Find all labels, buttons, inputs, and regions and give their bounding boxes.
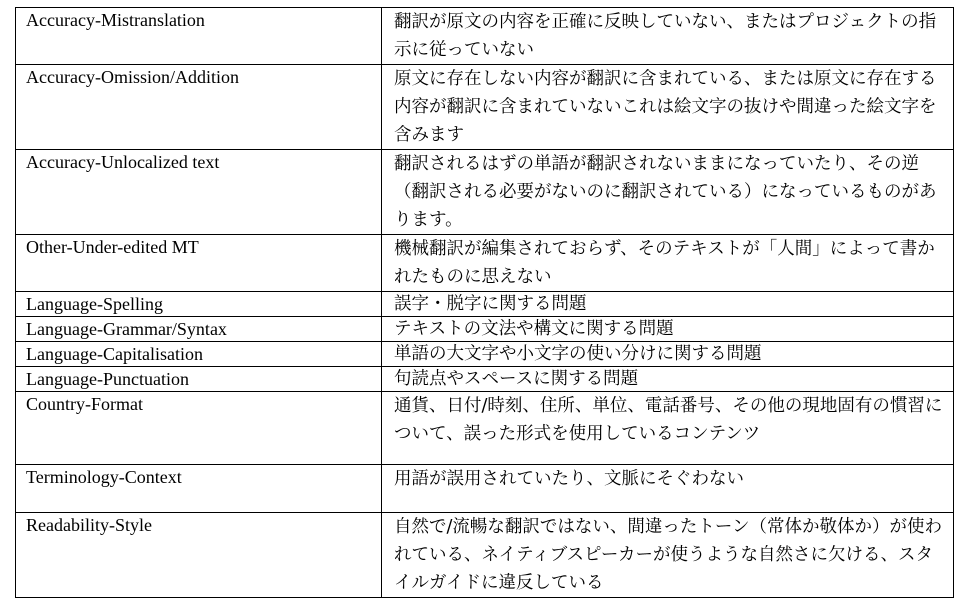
category-cell: Language-Spelling [16,292,382,317]
description-cell: 機械翻訳が編集されておらず、そのテキストが「人間」によって書かれたものに思えない [382,235,954,292]
error-category-table [15,7,954,598]
table-row [16,150,954,235]
description-cell: 通貨、日付/時刻、住所、単位、電話番号、その他の現地固有の慣習について、誤った形式を使用しているコンテンツ [382,392,954,465]
table-row [16,342,954,367]
category-cell: Language-Capitalisation [16,342,382,367]
description-cell: 句読点やスペースに関する問題 [382,367,954,392]
table-row [16,367,954,392]
category-cell: Language-Punctuation [16,367,382,392]
category-cell: Accuracy-Unlocalized text [16,150,382,235]
table-row [16,235,954,292]
category-cell: Terminology-Context [16,465,382,513]
category-cell: Accuracy-Mistranslation [16,8,382,65]
description-cell: 翻訳されるはずの単語が翻訳されないままになっていたり、その逆（翻訳される必要がないのに翻訳されている）になっているものがあります。 [382,150,954,235]
description-cell: 翻訳が原文の内容を正確に反映していない、またはプロジェクトの指示に従っていない [382,8,954,65]
table-row [16,465,954,513]
description-cell: 単語の大文字や小文字の使い分けに関する問題 [382,342,954,367]
category-cell: Country-Format [16,392,382,465]
table-row [16,513,954,598]
table-row [16,8,954,65]
table-row [16,392,954,465]
category-cell: Accuracy-Omission/Addition [16,65,382,150]
description-cell: 原文に存在しない内容が翻訳に含まれている、または原文に存在する内容が翻訳に含まれていないこれは絵文字の抜けや間違った絵文字を含みます [382,65,954,150]
table-row [16,65,954,150]
description-cell: 自然で/流暢な翻訳ではない、間違ったトーン（常体か敬体か）が使われている、ネイティブスピーカーが使うような自然さに欠ける、スタイルガイドに違反している [382,513,954,598]
table-row [16,317,954,342]
category-cell: Readability-Style [16,513,382,598]
category-cell: Language-Grammar/Syntax [16,317,382,342]
category-cell: Other-Under-edited MT [16,235,382,292]
table-row [16,292,954,317]
description-cell: 誤字・脱字に関する問題 [382,292,954,317]
description-cell: テキストの文法や構文に関する問題 [382,317,954,342]
description-cell: 用語が誤用されていたり、文脈にそぐわない [382,465,954,513]
